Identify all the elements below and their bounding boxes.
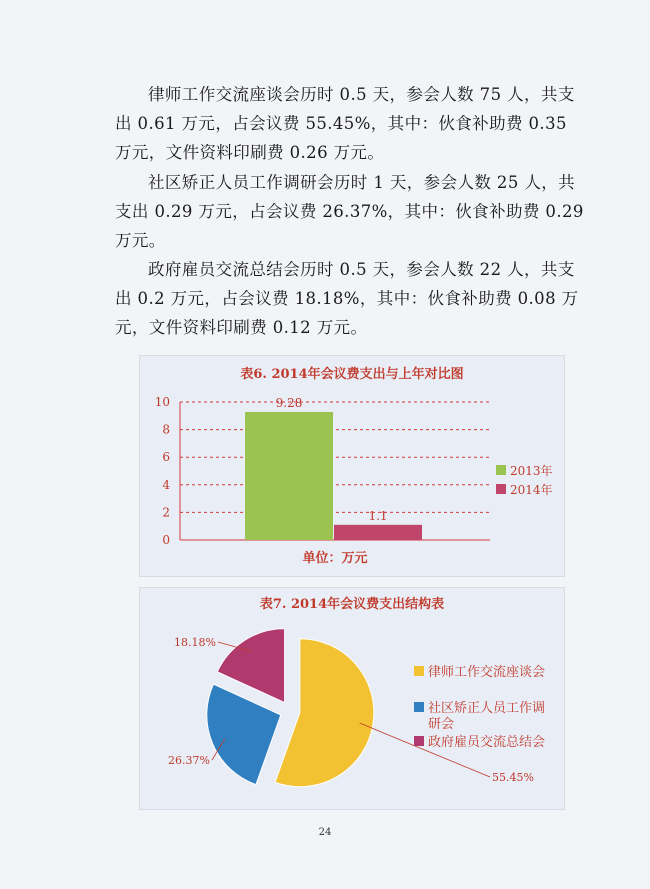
legend-swatch: [496, 465, 506, 475]
legend-label: 2014年: [510, 483, 553, 497]
y-tick-label: 6: [162, 450, 170, 465]
y-tick-label: 2: [162, 505, 170, 520]
bar-chart-panel: [139, 355, 565, 577]
bar-data-label: 9.28: [275, 395, 303, 410]
slice-data-label: 26.37%: [168, 754, 210, 767]
bar-2: [334, 525, 422, 540]
y-tick-label: 8: [162, 422, 170, 437]
legend-swatch: [496, 484, 506, 494]
bar-1: [245, 412, 333, 540]
legend-label: 律师工作交流座谈会: [428, 665, 546, 680]
pie-slice-2: [207, 684, 281, 784]
paragraph-community-correction: 社区矫正人员工作调研会历时 1 天，参会人数 25 人，共支出 0.29 万元，占会议费 26.37%，其中：伙食补助费 0.29 万元。: [115, 173, 584, 250]
y-tick-label: 10: [154, 395, 170, 409]
legend-label: 社区矫正人员工作调: [428, 701, 546, 716]
bar-chart: [140, 356, 564, 576]
x-axis-unit-label: 单位：万元: [302, 551, 368, 566]
chart-title: 表7. 2014年会议费支出结构表: [259, 597, 445, 612]
paragraph-government-staff: 政府雇员交流总结会历时 0.5 天，参会人数 22 人，共支出 0.2 万元，占会议费 18.18%，其中：伙食补助费 0.08 万元，文件资料印刷费 0.12 万元。: [115, 260, 579, 337]
legend-label: 研会: [428, 717, 455, 732]
chart-title: 表6. 2014年会议费支出与上年对比图: [240, 367, 464, 382]
y-tick-label: 4: [162, 477, 170, 492]
bar-data-label: 1.1: [368, 508, 388, 523]
leader-line: [360, 723, 490, 777]
y-tick-label: 0: [162, 533, 170, 547]
legend-label: 2013年: [510, 464, 553, 478]
legend-label: 政府雇员交流总结会: [428, 735, 546, 750]
page-number: 24: [318, 827, 332, 838]
paragraph-lawyer-forum: 律师工作交流座谈会历时 0.5 天，参会人数 75 人，共支出 0.61 万元，占会议费 55.45%，其中：伙食补助费 0.35 万元，文件资料印刷费 0.26 万元。: [115, 85, 575, 162]
legend-swatch: [414, 666, 424, 676]
pie-chart-panel: [139, 587, 565, 810]
slice-data-label: 18.18%: [174, 636, 216, 649]
pie-slice-1: [275, 639, 374, 787]
pie-chart: [140, 588, 564, 809]
legend-swatch: [414, 736, 424, 746]
slice-data-label: 55.45%: [492, 771, 534, 784]
legend-swatch: [414, 702, 424, 712]
